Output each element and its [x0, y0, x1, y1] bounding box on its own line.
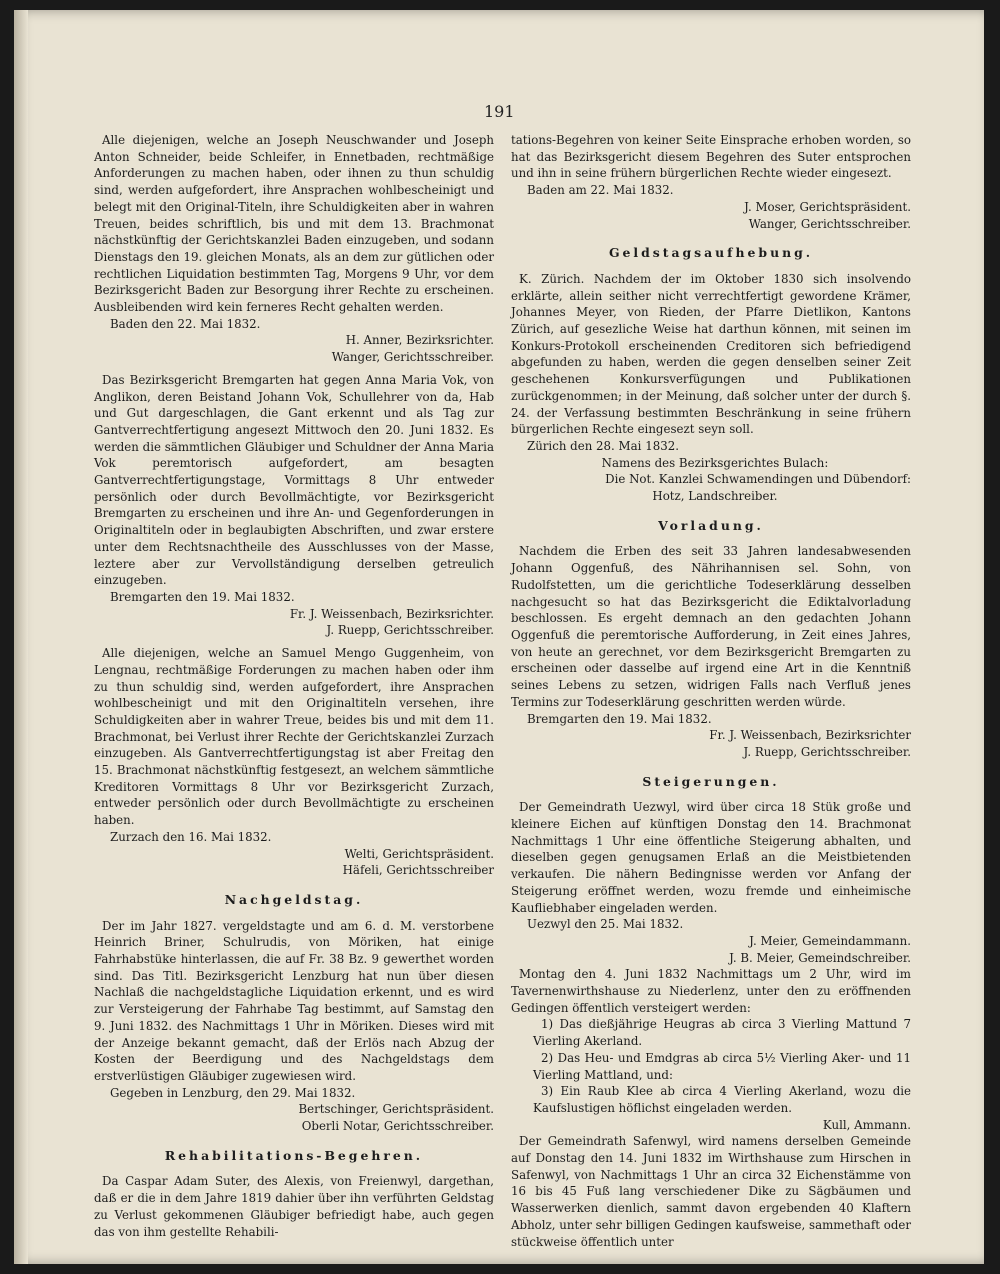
notice-paragraph: Alle diejenigen, welche an Joseph Neuschwander und Joseph Anton Schneider, beide Schleifer, in Ennetbaden, rechtmäßige Anforderungen zu machen haben, oder ihnen zu thun schuldig sind, werden aufgefordert, ihre Ansprachen wohlbescheinigt und belegt mit den Original-Titeln, ihre Schuldigkeiten aber in wahren Treuen, beides schriftlich, bis und mit dem 13. Brachmonat nächstkünftig der Gerichtskanzlei Baden einzugeben, und sodann Dienstags den 19. gleichen Monats, als an dem zur gütlichen oder rechtlichen Liquidation bestimmten Tag, Morgens 9 Uhr, vor dem Bezirksgericht Baden zur Besorgung ihrer Rechte zu erscheinen. Ausbleibenden wird kein ferneres Recht gehalten werden. [94, 133, 494, 315]
notice-paragraph: Das Bezirksgericht Bremgarten hat gegen Anna Maria Vok, von Anglikon, deren Beistand Johann Vok, Schullehrer von da, Hab und Gut dargeschlagen, die Gant erkennt und als Tag zur Gantverrechtfertigung angesezt Mittwoch den 20. Juni 1832. Es werden die sämmtlichen Gläubiger und Schuldner der Anna Maria Vok peremtorisch aufgefordert, am besagten Gantverrechtfertigungstage, Vormittags 8 Uhr entweder persönlich oder durch Bevollmächtigte, vor Bezirksgericht Bremgarten zu erscheinen und ihre An- und Gegenforderungen in Originaltiteln oder in beglaubigten Abschriften, und zwar erstere unter dem Rechtsnachtheile des Ausschlusses von der Masse, leztere aber zur Vervollständigung derselben getreulich einzugeben. [94, 372, 494, 588]
signature: Fr. J. Weissenbach, Bezirksrichter [709, 728, 911, 743]
notice-paragraph: Alle diejenigen, welche an Samuel Mengo Guggenheim, von Lengnau, rechtmäßige Forderungen zu machen haben oder ihm zu thun schuldig sind, werden aufgefordert, ihre Ansprachen wohlbescheinigt und mit den Originaltiteln versehen, ihre Schuldigkeiten aber in wahrer Treue, beides bis und mit dem 11. Brachmonat, bei Verlust ihrer Rechte der Gerichtskanzlei Zurzach einzugeben. Als Gantverrechtfertigungstag ist aber Freitag den 15. Brachmonat nächstkünftig festgesezt, an welchem sämmtliche Kreditoren Vormittags 8 Uhr vor Bezirksgericht Zurzach, entweder persönlich oder durch Bevollmächtigte zu erscheinen haben. [94, 646, 494, 828]
list-item: 2) Das Heu- und Emdgras ab circa 5½ Vierling Aker- und 11 Vierling Mattland, und: [533, 1050, 911, 1082]
notice-paragraph: tations-Begehren von keiner Seite Einsprache erhoben worden, so hat das Bezirksgericht diesem Begehren des Suter entsprochen und ihn in seine frühern bürgerlichen Rechte wieder eingesezt. [511, 133, 911, 181]
list-item: 3) Ein Raub Klee ab circa 4 Vierling Akerland, wozu die Kaufslustigen höflichst eingeladen werden. [533, 1084, 911, 1115]
signature: Hotz, Landschreiber. [652, 489, 778, 504]
notice-paragraph: Der Gemeindrath Safenwyl, wird namens derselben Gemeinde auf Donstag den 14. Juni 1832 im Wirthshause zum Hirschen in Safenwyl, von Nachmittags 1 Uhr an circa 32 Eichenstämme von 16 bis 45 Fuß lang verschiedener Dike zu Sägbäumen und Wasserwerken dienlich, sammt davon ergebenden 40 Klaftern Abholz, unter sehr billigen Gedingen kaufsweise, sammethaft oder stückweise öffentlich unter [511, 1134, 911, 1249]
signature: J. Meier, Gemeindammann. [749, 933, 911, 948]
notice-date: Zurzach den 16. Mai 1832. [110, 829, 272, 844]
signature: Fr. J. Weissenbach, Bezirksrichter. [289, 606, 494, 621]
notice-date: Uezwyl den 25. Mai 1832. [527, 917, 684, 932]
notice-paragraph: Da Caspar Adam Suter, des Alexis, von Freienwyl, dargethan, daß er die in dem Jahre 1819 dahier über ihn verführten Geldstag zu Verlust gekommenen Gläubiger befriedigt habe, auch gegen das von ihm gestellte Rehabili- [94, 1174, 494, 1239]
notice-date: Baden den 22. Mai 1832. [110, 316, 261, 331]
signature: Welti, Gerichtspräsident. [344, 846, 494, 861]
notice-paragraph: K. Zürich. Nachdem der im Oktober 1830 sich insolvendo erklärte, allein seither nicht verrechtfertigt gewordene Krämer, Johannes Meyer, von Rieden, der Pfarre Dietlikon, Kantons Zürich, auf gesezliche Weise hat darthun können, mit seinen im Konkurs-Protokoll erscheinenden Creditoren sich befriedigend abgefunden zu haben, werden die gegen denselben seiner Zeit geschehenen Konkursverfügungen und Publikationen zurückgenommen; in der Meinung, daß solcher unter der durch §. 24. der Verfassung bestimmten Beschränkung in seine frühern bürgerlichen Rechte eingesezt seyn soll. [511, 271, 911, 437]
notice-paragraph: Der Gemeindrath Uezwyl, wird über circa 18 Stük große und kleinere Eichen auf künftigen Donstag den 14. Brachmonat Nachmittags 1 Uhr eine öffentliche Steigerung abhalten, und dieselben gegen genugsamen Erlaß an die Meistbietenden verkaufen. Die nähern Bedingnisse werden vor Anfang der Steigerung eröffnet werden, wozu fremde und einheimische Kaufliebhaber eingeladen werden. [511, 800, 911, 915]
signature: Häfeli, Gerichtsschreiber [342, 863, 494, 878]
section-heading: Geldstagsaufhebung. [608, 245, 814, 261]
section-heading: Vorladung. [658, 517, 764, 533]
left-column [94, 132, 494, 1240]
signature: J. Moser, Gerichtspräsident. [744, 199, 911, 214]
signature: J. Ruepp, Gerichtsschreiber. [326, 623, 494, 638]
notice-date: Bremgarten den 19. Mai 1832. [110, 589, 295, 604]
signature: Bertschinger, Gerichtspräsident. [298, 1102, 494, 1117]
section-heading: Nachgeldstag. [224, 891, 364, 907]
signature: Namens des Bezirksgerichtes Bulach: [601, 455, 829, 470]
notice-date: Baden am 22. Mai 1832. [527, 183, 674, 198]
notice-date: Gegeben in Lenzburg, den 29. Mai 1832. [110, 1085, 356, 1100]
section-heading: Rehabilitations-Begehren. [164, 1147, 424, 1163]
signature: Kull, Ammann. [822, 1117, 911, 1132]
notice-date: Bremgarten den 19. Mai 1832. [527, 711, 712, 726]
signature: Oberli Notar, Gerichtsschreiber. [301, 1119, 494, 1134]
section-heading: Steigerungen. [642, 773, 780, 789]
notice-paragraph: Der im Jahr 1827. vergeldstagte und am 6. d. M. verstorbene Heinrich Briner, Schulrudis, von Möriken, hat einige Fahrhabstüke hinterlassen, die auf Fr. 38 Bz. 9 gewerthet worden sind. Das Titl. Bezirksgericht Lenzburg hat nun über diesen Nachlaß die nachgeldstagliche Liquidation erkennt, und es wird zur Versteigerung der Fahrhabe Tag bestimmt, auf Samstag den 9. Juni 1832. des Nachmittags 1 Uhr in Möriken. Dieses wird mit der Anzeige bekannt gemacht, daß der Erlös nach Abzug der Kosten der Beerdigung und des Nachgeldstags dem erstverlüstigen Gläubiger zugewiesen wird. [94, 918, 494, 1083]
notice-date: Zürich den 28. Mai 1832. [527, 438, 679, 453]
signature: Wanger, Gerichtsschreiber. [748, 216, 911, 231]
newspaper-page [14, 10, 984, 1264]
signature: J. B. Meier, Gemeindschreiber. [729, 950, 911, 965]
signature: H. Anner, Bezirksrichter. [345, 333, 494, 348]
notice-paragraph: Montag den 4. Juni 1832 Nachmittags um 2 Uhr, wird im Tavernenwirthshause zu Niederlenz, unter den zu eröffnenden Gedingen öffentlich versteigert werden: [511, 967, 911, 1015]
signature: Wanger, Gerichtsschreiber. [331, 350, 494, 365]
page-number: 191 [484, 102, 515, 121]
signature: Die Not. Kanzlei Schwamendingen und Dübendorf: [605, 472, 911, 487]
notice-paragraph: Nachdem die Erben des seit 33 Jahren landesabwesenden Johann Oggenfuß, des Nährihannisen sel. Sohn, von Rudolfstetten, um die gerichtliche Todeserklärung desselben nachgesucht so hat das Bezirksgericht die Ediktalvorladung beschlossen. Es ergeht demnach an den gedachten Johann Oggenfuß die peremtorische Aufforderung, in Zeit eines Jahres, von heute an gerechnet, vor dem Bezirksgericht Bremgarten zu erscheinen oder dasselbe auf irgend eine Art in die Kenntniß seines Lebens zu setzen, widrigen Falls nach Verfluß jenes Termins zur Todeserklärung geschritten werden würde. [511, 544, 911, 709]
list-item: 1) Das dießjährige Heugras ab circa 3 Vierling Mattund 7 Vierling Akerland. [533, 1017, 911, 1049]
signature: J. Ruepp, Gerichtsschreiber. [743, 744, 911, 759]
right-column [511, 132, 911, 1250]
